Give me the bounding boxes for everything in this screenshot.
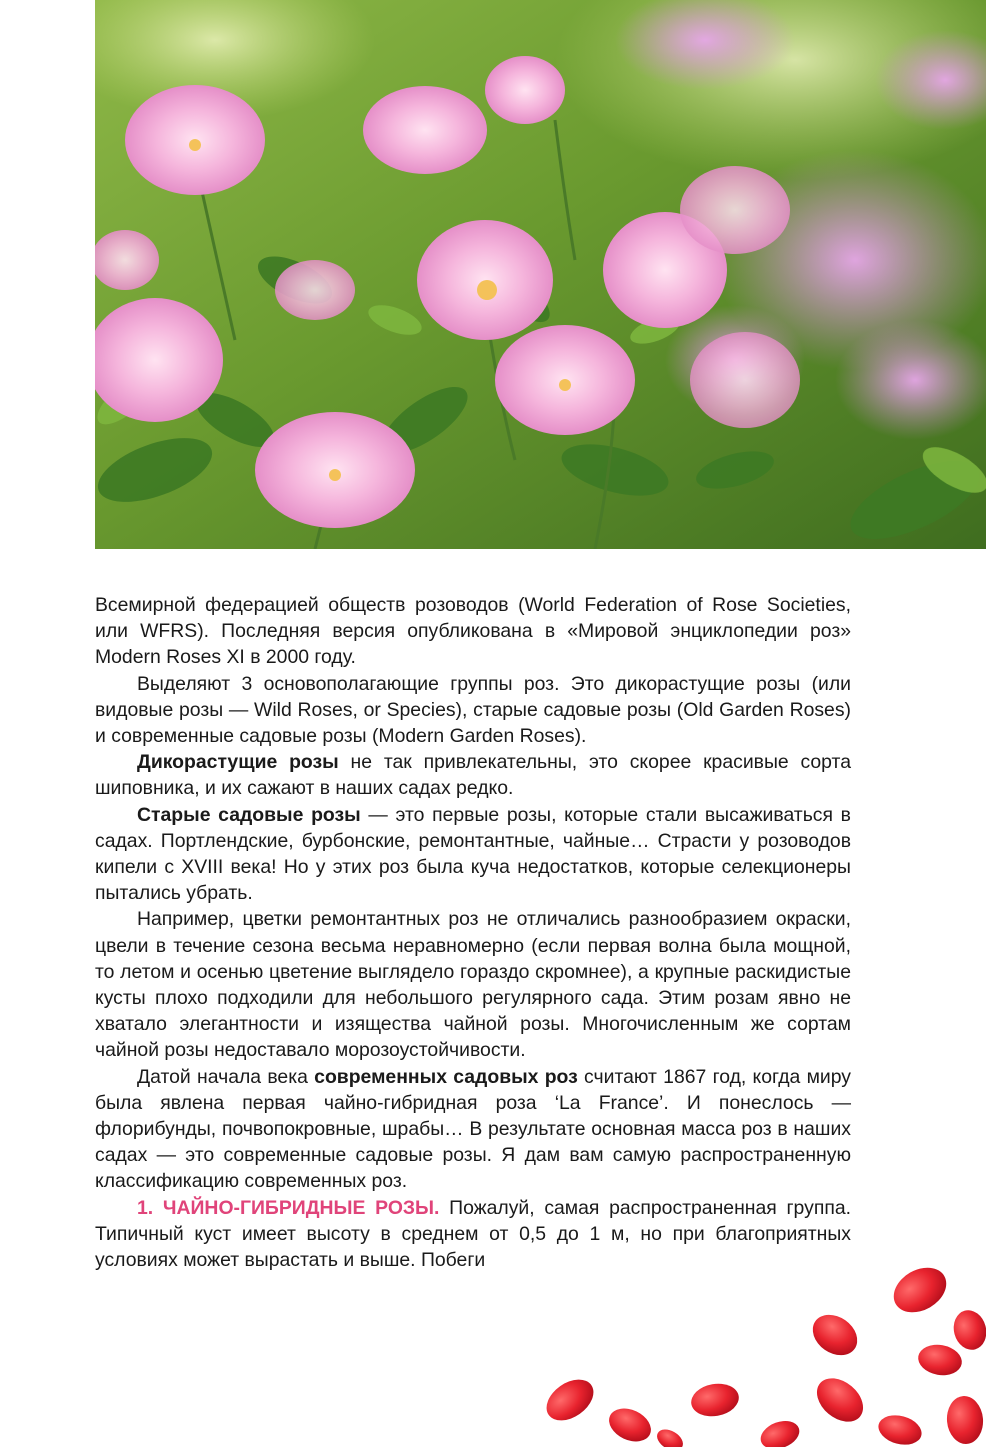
- paragraph: [95, 802, 851, 907]
- bold-term: современных садовых роз: [314, 1065, 578, 1088]
- petals-illustration: [540, 1260, 986, 1447]
- paragraph-text: не так привлекательны, это скорее красивые сорта шиповника, и их сажают в наших садах редко.: [95, 751, 851, 800]
- bold-term: Старые садовые розы: [137, 803, 361, 826]
- paragraph: [95, 749, 851, 801]
- paragraph-text: — это первые розы, которые стали высаживаться в садах. Портлендские, бурбонские, ремонтантные, чайные… Страсти у розоводов кипели с XVIII века! Но у этих роз была куча недостатков, которые селекционеры пытались убрать.: [95, 803, 851, 905]
- paragraph-text: Выделяют 3 основополагающие группы роз. Это дикорастущие розы (или видовые розы — Wild Roses, or Species), старые садовые розы (Old Garden Roses) и современные садовые розы (Modern Garden Roses).: [95, 672, 851, 748]
- roses-photo: [95, 0, 986, 549]
- paragraph: [95, 592, 851, 671]
- paragraph: [95, 906, 851, 1063]
- paragraph: [95, 671, 851, 750]
- paragraph-text: Пожалуй, самая распространенная группа. Типичный куст имеет высоту в среднем от 0,5 до 1 м, но при благоприятных условиях может вырастать и выше. Побеги: [95, 1196, 851, 1272]
- paragraph: [95, 1064, 851, 1195]
- bold-term: Дикорастущие розы: [137, 751, 339, 774]
- paragraph-text: Датой начала века: [137, 1065, 315, 1088]
- paragraph-text: Например, цветки ремонтантных роз не отличались разнообразием окраски, цвели в течение сезона весьма неравномерно (если первая волна была мощной, то летом и осенью цветение выглядело гораздо скромнее), а крупные раскидистые кусты плохо подходили для небольшого регулярного сада. Этим розам явно не хватало элегантности и изящества чайной розы. Многочисленным же сортам чайной розы недоставало морозоустойчивости.: [95, 908, 851, 1062]
- section-heading: 1. ЧАЙНО-ГИБРИДНЫЕ РОЗЫ.: [137, 1196, 440, 1219]
- rose-petals-decoration: [540, 1260, 986, 1447]
- paragraph-text: считают 1867 год, когда миру была явлена первая чайно-гибридная роза ‘La France’. И понеслось — флорибунды, почвопокровные, шрабы… В результате основная масса роз в наших садах — это современные садовые розы. Я дам вам самую распространенную классификацию современных роз.: [95, 1065, 851, 1193]
- roses-photo-illustration: [95, 0, 986, 549]
- paragraph-text: Всемирной федерацией обществ розоводов (World Federation of Rose Societies, или WFRS). Последняя версия опубликована в «Мировой энциклопедии роз» Modern Roses XI в 2000 году.: [95, 594, 851, 669]
- body-text: [95, 592, 851, 1273]
